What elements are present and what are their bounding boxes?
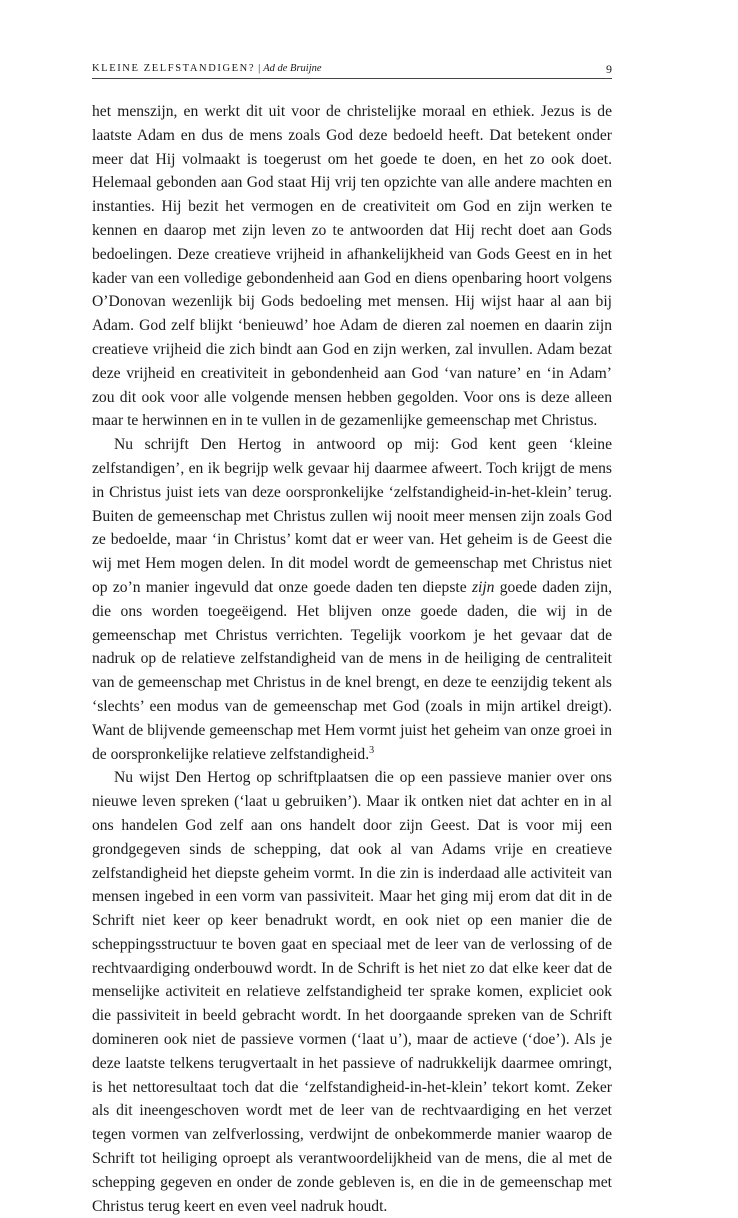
- page-number: 9: [606, 62, 612, 76]
- footnote-marker[interactable]: 3: [369, 744, 375, 756]
- body-text: [92, 100, 612, 1218]
- paragraph-3: Nu wijst Den Hertog op schriftplaatsen die op een passieve manier over ons nieuwe leven spreken (‘laat u gebruiken’). Maar ik ontken niet dat achter en in al ons handelen God zelf aan ons handelt door zijn Geest. Dat is voor mij een grondgegeven sinds de schepping, dat ook al van Adams vrije en creatieve zelfstandigheid het diepste geheim vormt. In die zin is inderdaad alle activiteit van mensen ingebed in een vorm van passiviteit. Maar het ging mij erom dat dit in de Schrift niet keer op keer benadrukt wordt, en ook niet op een manier die de scheppingsstructuur te boven gaat en speciaal met de leer van de verlossing of de rechtvaardiging onderbouwd wordt. In de Schrift is het niet zo dat elke keer dat de menselijke activiteit en relatieve zelfstandigheid ter sprake komen, expliciet ook die passiviteit in beeld gebracht wordt. In het doorgaande spreken van de Schrift domineren ook niet de passieve vormen (‘laat u’), maar de actieve (‘doe’). Als je deze laatste telkens terugvertaalt in het passieve of nadrukkelijk daarmee omringt, is het nettoresultaat toch dat die ‘zelfstandigheid-in-het-klein’ tekort komt. Zeker als dit ineengeschoven wordt met de leer van de rechtvaardiging en het verzet tegen vormen van zelfverlossing, verdwijnt de onbekommerde manier waarop de Schrift tot heiliging oproept als verantwoordelijkheid van de mens, die al met de schepping gegeven en onder de zonde gebleven is, en die in de gemeenschap met Christus terug keert en even veel nadruk houdt.: [92, 769, 612, 1215]
- header-author: Ad de Bruijne: [263, 63, 322, 74]
- running-head: [92, 62, 612, 79]
- paragraph-2-part-b: goede daden zijn, die ons worden toegeëigend. Het blijven onze goede daden, die wij in de gemeenschap met Christus verrichten. Tegelijk voorkom je het gevaar dat de nadruk op de relatieve zelfstandigheid van de mens in de heiliging de centraliteit van de gemeenschap met Christus in de knel brengt, en deze te eenzijdig tekent als ‘slechts’ een modus van de gemeenschap met God (zoals in mijn artikel dreigt). Want de blijvende gemeenschap met Hem vormt juist het geheim van onze groei in de oorspronkelijke relatieve zelfstandigheid.: [92, 578, 612, 763]
- paragraph-2-part-a: Nu schrijft Den Hertog in antwoord op mij: God kent geen ‘kleine zelfstandigen’, en ik begrijp welk gevaar hij daarmee afweert. Toch krijgt de mens in Christus juist iets van deze oorspronkelijke ‘zelfstandigheid-in-het-klein’ terug. Buiten de gemeenschap met Christus zullen wij nooit meer mensen zijn zoals God ze bedoelde, maar ‘in Christus’ komt dat er weer van. Het geheim is de Geest die wij met Hem mogen delen. In dit model wordt de gemeenschap met Christus niet op zo’n manier ingevuld dat onze goede daden ten diepste: [92, 436, 612, 596]
- paragraph-1: het menszijn, en werkt dit uit voor de christelijke moraal en ethiek. Jezus is de laatste Adam en dus de mens zoals God deze bedoeld heeft. Dat betekent onder meer dat Hij volmaakt is toegerust om het goede te doen, en het zo ook doet. Helemaal gebonden aan God staat Hij vrij ten opzichte van alle andere machten en instanties. Hij bezit het vermogen en de creativiteit om God en zijn werken te kennen en daarop met zijn leven zo te antwoorden dat Hij recht doet aan Gods bedoelingen. Deze creatieve vrijheid in afhankelijkheid van Gods Geest en in het kader van een volledige gebondenheid aan God en diens openbaring hoort volgens O’Donovan wezenlijk bij Gods bedoeling met mensen. Hij wijst haar al aan bij Adam. God zelf blijkt ‘benieuwd’ hoe Adam de dieren zal noemen en daarin zijn creatieve vrijheid die zich bindt aan God en zijn werken, zal invullen. Adam bezat deze vrijheid en creativiteit in gebondenheid aan God ‘van nature’ en ‘in Adam’ zou dit ook voor alle volgende mensen hebben gegolden. Voor ons is deze alleen maar te herwinnen en in te vullen in de gezamenlijke gemeenschap met Christus.: [92, 103, 612, 430]
- header-separator: |: [258, 63, 261, 74]
- emphasis-word: zijn: [471, 578, 495, 596]
- paragraph-2: [92, 433, 612, 766]
- header-title: [92, 63, 322, 74]
- series-title: KLEINE ZELFSTANDIGEN?: [92, 63, 256, 74]
